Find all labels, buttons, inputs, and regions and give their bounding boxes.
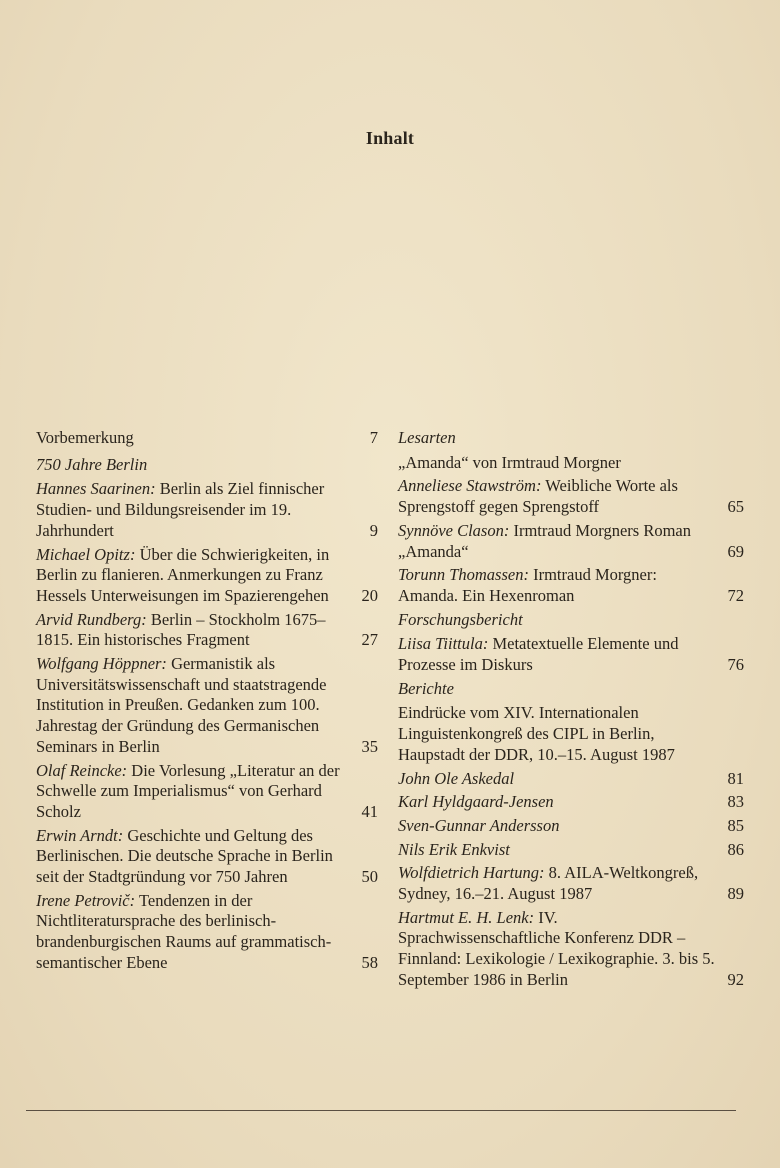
toc-entry-text [398,792,744,813]
toc-entry-text [36,761,378,823]
toc-entry-page-number: 50 [361,867,378,887]
toc-entry-title: Irmtraud Morgners Roman „Amanda“ [398,520,691,561]
toc-entry-page-number: 58 [361,952,378,972]
toc-entry[interactable] [398,476,744,517]
toc-entry-text [36,891,378,974]
toc-entry-title: 8. AILA-Weltkongreß, Sydney, 16.–21. August 1987 [398,863,699,904]
toc-entry-title: Tendenzen in der Nichtliteratursprache des berlinisch-brandenburgischen Raums auf grammatisch-semantischer Ebene [36,890,332,972]
toc-entry[interactable] [36,479,378,541]
toc-entry[interactable] [398,863,744,904]
toc-entry-author: Irene Petrovič: [36,890,136,910]
toc-entry[interactable] [36,654,378,758]
toc-entry-text [398,840,744,861]
toc-entry[interactable] [398,769,744,790]
toc-entry-title: IV. Sprachwissenschaftliche Konferenz DDR – Finnland: Lexikologie / Lexikographie. 3. bis 5. September 1986 in Berlin [398,907,715,989]
toc-entry[interactable] [398,792,744,813]
toc-entry-title: Geschichte und Geltung des Berlinischen. Die deutsche Sprache in Berlin seit der Stadtgründung vor 750 Jahren [36,825,333,887]
toc-entry-author: Hannes Saarinen: [36,479,156,499]
toc-entry-title: Über die Schwierigkeiten, in Berlin zu flanieren. Anmerkungen zu Franz Hessels Unterweisungen im Spazierengehen [36,544,330,605]
toc-entry-page-number: 92 [727,969,744,989]
toc-entry-text [398,634,744,675]
toc-entry[interactable] [398,840,744,861]
toc-entry[interactable] [398,816,744,837]
toc-entry-title: Vorbemerkung [36,428,134,447]
toc-entry-page-number: 9 [369,520,378,540]
toc-entry[interactable] [36,761,378,823]
toc-entry-author: Hartmut E. H. Lenk: [398,907,535,927]
toc-entry-page-number: 89 [727,884,744,904]
toc-entry-page-number: 83 [727,792,744,812]
toc-section-heading: 750 Jahre Berlin [36,454,148,474]
toc-entry-text [36,545,378,607]
toc-entry-author: Arvid Rundberg: [36,609,147,629]
toc-entry[interactable] [398,521,744,562]
toc-entry[interactable] [36,545,378,607]
toc-entry[interactable] [398,703,744,765]
toc-entry-text [398,565,744,606]
toc-entry-title: Germanistik als Universitätswissenschaft und staatstragende Institution in Preußen. Gedanken zum 100. Jahrestag der Gründung des Germanischen Seminars in Berlin [36,654,327,756]
toc-entry-page-number: 20 [361,585,378,605]
toc-entry-page-number: 76 [727,655,744,675]
toc-entry-title: Eindrücke vom XIV. Internationalen Linguistenkongreß des CIPL in Berlin, Haupstadt der DDR, 10.–15. August 1987 [398,703,675,764]
toc-section-heading: Berichte [398,678,454,698]
toc-entry-text [398,521,744,562]
bottom-rule [26,1110,736,1111]
toc-entry[interactable] [36,891,378,974]
toc-entry-author: John Ole Askedal [398,768,515,788]
toc-entry-author: Wolfgang Höppner: [36,654,167,674]
toc-entry-author: Olaf Reincke: [36,760,128,780]
toc-entry[interactable] [36,610,378,651]
toc-entry[interactable] [398,565,744,606]
toc-entry[interactable] [36,428,378,449]
toc-entry-text [36,654,378,758]
toc-entry-text [398,908,744,991]
toc-entry-title: „Amanda“ von Irmtraud Morgner [398,452,621,472]
toc-entry-title: Weibliche Worte als Sprengstoff gegen Sprengstoff [398,476,678,517]
toc-entry-page-number: 85 [727,815,744,835]
toc-entry-page-number: 7 [369,428,378,447]
toc-entry-author: Karl Hyldgaard-Jensen [398,792,554,812]
toc-entry-page-number: 41 [361,801,378,821]
toc-entry-page-number: 72 [727,585,744,605]
toc-section-heading: Forschungsbericht [398,609,523,629]
toc-entry-title: Irmtraud Morgner: Amanda. Ein Hexenroman [398,565,657,605]
toc-entry-page-number: 86 [727,839,744,859]
toc-entry-page-number: 69 [727,541,744,561]
toc-entry[interactable] [398,453,744,474]
toc-entry-text [36,479,378,541]
toc-entry-author: Wolfdietrich Hartung: [398,863,545,883]
toc-entry[interactable] [398,908,744,991]
toc-entry-author: Michael Opitz: [36,544,136,564]
toc-left-column [36,428,378,977]
toc-entry-page-number: 27 [361,630,378,650]
toc-section-heading: Lesarten [398,428,456,447]
toc-entry-text [36,428,378,449]
toc-entry-page-number: 35 [361,736,378,756]
toc-entry-title: Berlin als Ziel finnischer Studien- und Bildungsreisender im 19. Jahrhundert [36,479,325,540]
toc-entry-author: Liisa Tiittula: [398,634,489,654]
toc-entry-page-number: 81 [727,768,744,788]
toc-entry-author: Anneliese Stawström: [398,476,542,496]
toc-entry-text [398,703,744,765]
toc-entry-author: Erwin Arndt: [36,825,124,845]
toc-entry-author: Sven-Gunnar Andersson [398,815,560,835]
toc-entry[interactable] [398,634,744,675]
toc-entry-text [36,826,378,888]
toc-entry-text [398,769,744,790]
toc-entry-text [398,453,744,474]
toc-entry-title: Die Vorlesung „Literatur an der Schwelle zum Imperialismus“ von Gerhard Scholz [36,760,340,821]
toc-entry-text [398,476,744,517]
toc-right-column [398,428,744,994]
toc-entry-text [398,863,744,904]
toc-entry[interactable] [36,826,378,888]
toc-entry-author: Synnöve Clason: [398,520,510,540]
page-title: Inhalt [365,128,415,148]
toc-entry-title: Metatextuelle Elemente und Prozesse im Diskurs [398,634,679,675]
toc-entry-author: Nils Erik Enkvist [398,839,510,859]
toc-entry-text [36,610,378,651]
toc-entry-page-number: 65 [727,497,744,517]
toc-entry-title: Berlin – Stockholm 1675–1815. Ein historisches Fragment [36,609,326,650]
toc-entry-author: Torunn Thomassen: [398,565,529,585]
toc-entry-text [398,816,744,837]
